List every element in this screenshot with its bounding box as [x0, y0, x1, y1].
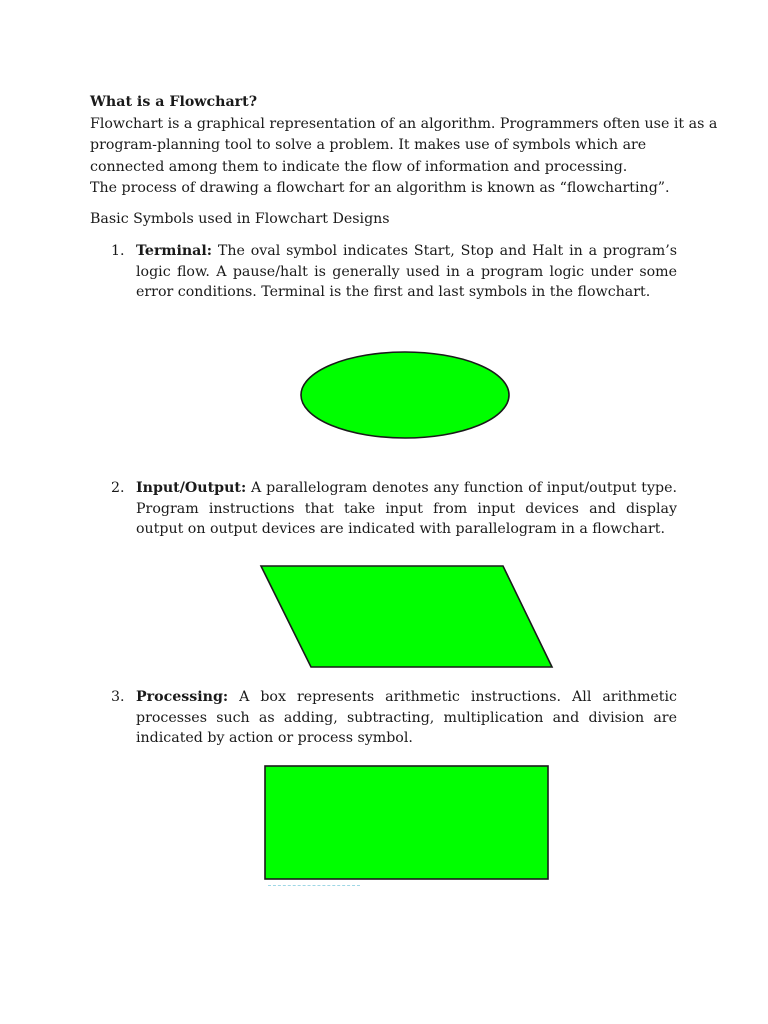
intro-line-2: program-planning tool to solve a problem. It makes use of symbols which are: [90, 137, 647, 153]
input-output-parallelogram-shape: [258, 563, 556, 671]
intro-line-4: The process of drawing a flowchart for an algorithm is known as “flowcharting”.: [90, 180, 670, 196]
list-item-processing: [136, 687, 677, 749]
list-item-number-2: 2.: [111, 480, 125, 496]
list-item-term: Processing:: [136, 689, 229, 705]
list-item-term: Input/Output:: [136, 480, 247, 496]
intro-line-3: connected among them to indicate the flow of information and processing.: [90, 159, 628, 175]
list-item-term: Terminal:: [136, 243, 212, 259]
list-item-number-3: 3.: [111, 689, 125, 705]
list-item-description: A parallelogram denotes any function of input/output type. Program instructions that take input from input devices and display output on output devices are indicated with parallelogram in a flowchart.: [136, 480, 677, 537]
terminal-oval-shape: [298, 349, 512, 441]
document-heading: What is a Flowchart?: [90, 94, 258, 110]
intro-line-1: Flowchart is a graphical representation of an algorithm. Programmers often use it as a: [90, 116, 718, 132]
processing-rectangle-shape: [262, 763, 552, 883]
input-output-parallelogram: [261, 566, 552, 667]
terminal-oval: [301, 352, 509, 438]
processing-rectangle: [265, 766, 548, 879]
list-item-description: A box represents arithmetic instructions. All arithmetic processes such as adding, subtracting, multiplication and division are indicated by action or process symbol.: [136, 689, 677, 746]
list-item-input-output: [136, 478, 677, 540]
list-item-terminal: [136, 241, 677, 303]
symbols-subheading: Basic Symbols used in Flowchart Designs: [90, 211, 390, 227]
list-item-description: The oval symbol indicates Start, Stop and Halt in a program’s logic flow. A pause/halt is generally used in a program logic under some error conditions. Terminal is the first and last symbols in the flowchart.: [136, 243, 677, 300]
dashed-mark: [268, 885, 360, 890]
list-item-number-1: 1.: [111, 243, 125, 259]
